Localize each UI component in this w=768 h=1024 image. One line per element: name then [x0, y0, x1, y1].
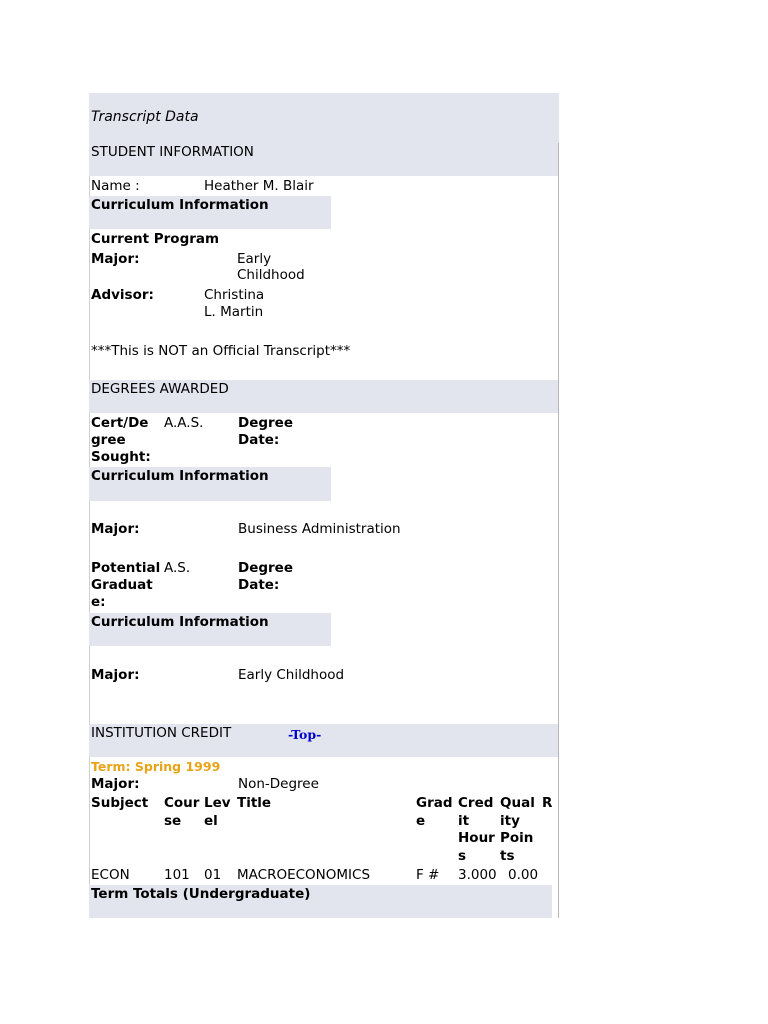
- col-credit-3: Hour: [458, 830, 495, 846]
- advisor-value-line1: Christina: [204, 287, 265, 303]
- row-title: MACROECONOMICS: [237, 867, 371, 883]
- col-credit-4: s: [458, 848, 467, 864]
- col-credit-2: it: [458, 813, 470, 829]
- col-subject: Subject: [91, 795, 149, 811]
- col-quality-3: Poin: [500, 830, 534, 846]
- row-level: 01: [204, 867, 222, 883]
- term-totals-label: Term Totals (Undergraduate): [91, 886, 311, 902]
- major-value-line2: Childhood: [237, 267, 305, 283]
- col-course-1: Cour: [164, 795, 200, 811]
- term-major-value: Non-Degree: [238, 776, 319, 792]
- unofficial-notice: ***This is NOT an Official Transcript***: [91, 343, 351, 359]
- potential-value: A.S.: [164, 560, 191, 576]
- major-value-3: Early Childhood: [238, 667, 345, 683]
- student-info-section-label: STUDENT INFORMATION: [91, 144, 254, 160]
- potential-label-3: e:: [91, 594, 106, 610]
- top-link[interactable]: -Top-: [288, 727, 322, 742]
- degree-date2-label-2: Date:: [238, 577, 280, 593]
- table-left-border: [89, 143, 90, 918]
- table-right-border: [558, 143, 559, 918]
- col-title: Title: [237, 795, 272, 811]
- term-label: Term: Spring 1999: [91, 759, 221, 774]
- potential-label-2: Graduat: [91, 577, 153, 593]
- cert-value: A.A.S.: [164, 415, 204, 431]
- row-credit-hours: 3.000: [458, 867, 497, 883]
- col-grade-1: Grad: [416, 795, 453, 811]
- curriculum-label: Curriculum Information: [91, 197, 269, 213]
- degree-date-label-1: Degree: [238, 415, 293, 431]
- major-label: Major:: [91, 251, 140, 267]
- col-quality-4: ts: [500, 848, 515, 864]
- degree-date-label-2: Date:: [238, 432, 280, 448]
- cert-label-3: Sought:: [91, 449, 151, 465]
- col-grade-2: e: [416, 813, 426, 829]
- curriculum-label-2: Curriculum Information: [91, 468, 269, 484]
- col-credit-1: Cred: [458, 795, 494, 811]
- col-level-2: el: [204, 813, 218, 829]
- row-course: 101: [164, 867, 190, 883]
- col-quality-2: ity: [500, 813, 520, 829]
- advisor-value-line2: L. Martin: [204, 304, 264, 320]
- degree-date2-label-1: Degree: [238, 560, 293, 576]
- row-subject: ECON: [91, 867, 130, 883]
- col-r: R: [542, 795, 553, 811]
- major-value-2: Business Administration: [238, 521, 401, 537]
- current-program-label: Current Program: [91, 231, 220, 247]
- institution-credit-section-label: INSTITUTION CREDIT: [91, 725, 232, 741]
- advisor-label: Advisor:: [91, 287, 154, 303]
- cert-label-1: Cert/De: [91, 415, 149, 431]
- name-value: Heather M. Blair: [204, 178, 314, 194]
- cert-label-2: gree: [91, 432, 126, 448]
- col-quality-1: Qual: [500, 795, 535, 811]
- major-value-line1: Early: [237, 251, 272, 267]
- major-label-3: Major:: [91, 667, 140, 683]
- name-label: Name :: [91, 178, 140, 194]
- potential-label-1: Potential: [91, 560, 161, 576]
- row-quality-points: 0.00: [508, 867, 539, 883]
- row-grade: F #: [416, 867, 440, 883]
- term-major-label: Major:: [91, 776, 140, 792]
- page-title: Transcript Data: [91, 109, 199, 125]
- curriculum-label-3: Curriculum Information: [91, 614, 269, 630]
- col-course-2: se: [164, 813, 182, 829]
- major-label-2: Major:: [91, 521, 140, 537]
- degrees-section-label: DEGREES AWARDED: [91, 381, 229, 397]
- col-level-1: Lev: [204, 795, 231, 811]
